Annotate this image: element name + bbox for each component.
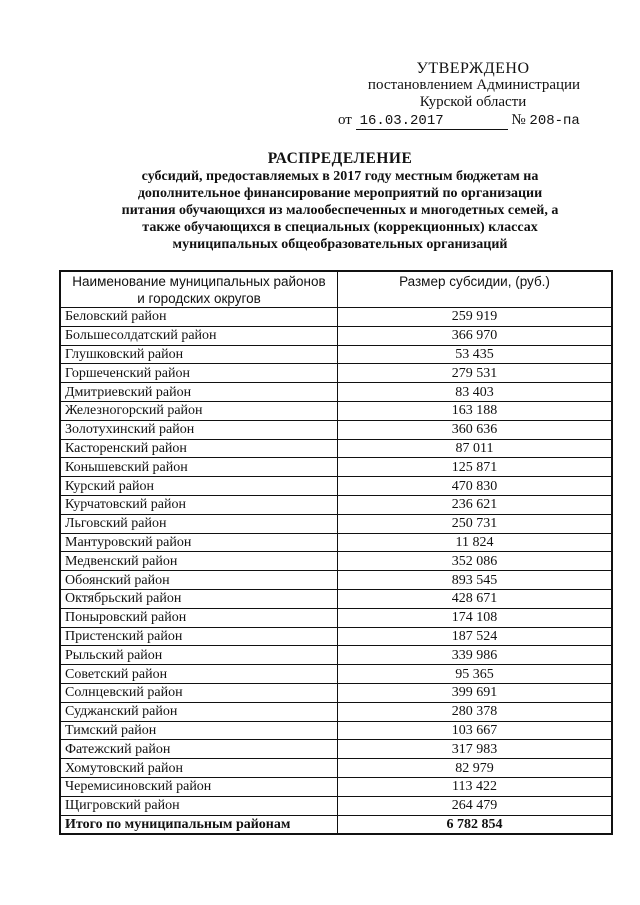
approval-stamp: УТВЕРЖДЕНО — [416, 60, 530, 77]
subsidy-amount: 163 188 — [338, 401, 612, 420]
table-row — [61, 383, 612, 402]
subsidy-amount: 339 986 — [338, 646, 612, 665]
title-line-1: субсидий, предоставляемых в 2017 году местным бюджетам на — [141, 169, 539, 184]
title-line-5: муниципальных общеобразовательных организаций — [172, 237, 508, 252]
table-row — [61, 364, 612, 383]
header-name-line-1: Наименование муниципальных районов — [72, 274, 326, 289]
table-row — [61, 665, 612, 684]
table-row — [61, 345, 612, 364]
district-name: Глушковский район — [61, 345, 338, 364]
district-name: Касторенский район — [61, 439, 338, 458]
subsidy-amount: 366 970 — [338, 326, 612, 345]
district-name: Рыльский район — [61, 646, 338, 665]
table-row — [61, 589, 612, 608]
table-row — [61, 702, 612, 721]
table-row — [61, 420, 612, 439]
subsidy-amount: 113 422 — [338, 777, 612, 796]
table-row — [61, 326, 612, 345]
district-name: Фатежский район — [61, 740, 338, 759]
document-title — [110, 150, 570, 253]
district-name: Золотухинский район — [61, 420, 338, 439]
subsidy-amount: 187 524 — [338, 627, 612, 646]
district-name: Дмитриевский район — [61, 383, 338, 402]
date-prefix: от — [338, 112, 352, 128]
header-name-cell — [61, 272, 338, 308]
table-row — [61, 796, 612, 815]
district-name: Черемисиновский район — [61, 777, 338, 796]
table-row — [61, 683, 612, 702]
table-row — [61, 514, 612, 533]
district-name: Тимский район — [61, 721, 338, 740]
subsidy-amount: 317 983 — [338, 740, 612, 759]
approval-date-line — [338, 112, 598, 130]
subsidy-amount: 264 479 — [338, 796, 612, 815]
subsidy-amount: 893 545 — [338, 571, 612, 590]
title-heading: РАСПРЕДЕЛЕНИЕ — [267, 150, 413, 167]
district-name: Большесолдатский район — [61, 326, 338, 345]
table-row — [61, 308, 612, 327]
table-row — [61, 608, 612, 627]
district-name: Солнцевский район — [61, 683, 338, 702]
district-name: Советский район — [61, 665, 338, 684]
approval-authority: постановлением Администрации — [367, 77, 581, 93]
table-body — [61, 308, 612, 816]
title-line-3: питания обучающихся из малообеспеченных и многодетных семей, а — [121, 203, 559, 218]
district-name: Суджанский район — [61, 702, 338, 721]
approval-date: 16.03.2017 — [356, 114, 508, 130]
district-name: Льговский район — [61, 514, 338, 533]
district-name: Обоянский район — [61, 571, 338, 590]
subsidy-amount: 83 403 — [338, 383, 612, 402]
approval-block — [338, 60, 598, 130]
title-line-4: также обучающихся в специальных (коррекционных) классах — [142, 220, 538, 235]
district-name: Пристенский район — [61, 627, 338, 646]
district-name: Поныровский район — [61, 608, 338, 627]
district-name: Курский район — [61, 477, 338, 496]
total-label: Итого по муниципальным районам — [61, 815, 338, 834]
table-row — [61, 477, 612, 496]
table-row — [61, 458, 612, 477]
subsidy-amount: 11 824 — [338, 533, 612, 552]
subsidy-amount: 236 621 — [338, 495, 612, 514]
district-name: Мантуровский район — [61, 533, 338, 552]
district-name: Курчатовский район — [61, 495, 338, 514]
approval-region: Курской области — [419, 94, 527, 110]
subsidy-amount: 470 830 — [338, 477, 612, 496]
subsidy-amount: 250 731 — [338, 514, 612, 533]
approval-number: 208-па — [529, 113, 580, 129]
subsidy-amount: 259 919 — [338, 308, 612, 327]
subsidy-amount: 428 671 — [338, 589, 612, 608]
table-row — [61, 777, 612, 796]
title-line-2: дополнительное финансирование мероприятий по организации — [137, 186, 543, 201]
district-name: Щигровский район — [61, 796, 338, 815]
table-row — [61, 533, 612, 552]
header-amount-cell: Размер субсидии, (руб.) — [338, 272, 612, 308]
district-name: Беловский район — [61, 308, 338, 327]
subsidy-amount: 399 691 — [338, 683, 612, 702]
table-row — [61, 740, 612, 759]
subsidy-amount: 53 435 — [338, 345, 612, 364]
subsidy-amount: 360 636 — [338, 420, 612, 439]
subsidy-amount: 125 871 — [338, 458, 612, 477]
subsidy-amount: 95 365 — [338, 665, 612, 684]
table-row — [61, 571, 612, 590]
total-row — [61, 815, 612, 834]
table-row — [61, 759, 612, 778]
subsidy-amount: 103 667 — [338, 721, 612, 740]
district-name: Октябрьский район — [61, 589, 338, 608]
table-row — [61, 627, 612, 646]
district-name: Конышевский район — [61, 458, 338, 477]
district-name: Железногорский район — [61, 401, 338, 420]
table-row — [61, 439, 612, 458]
table-row — [61, 401, 612, 420]
table-row — [61, 721, 612, 740]
table-row — [61, 495, 612, 514]
table-header-row — [61, 272, 612, 308]
subsidy-amount: 279 531 — [338, 364, 612, 383]
table-row — [61, 646, 612, 665]
subsidy-amount: 280 378 — [338, 702, 612, 721]
subsidy-amount: 352 086 — [338, 552, 612, 571]
district-name: Медвенский район — [61, 552, 338, 571]
number-prefix: № — [511, 112, 526, 128]
header-name-line-2: и городских округов — [137, 291, 261, 306]
total-amount: 6 782 854 — [338, 815, 612, 834]
subsidy-table — [60, 271, 612, 834]
district-name: Горшеченский район — [61, 364, 338, 383]
subsidy-amount: 82 979 — [338, 759, 612, 778]
subsidy-amount: 174 108 — [338, 608, 612, 627]
table-row — [61, 552, 612, 571]
district-name: Хомутовский район — [61, 759, 338, 778]
subsidy-amount: 87 011 — [338, 439, 612, 458]
